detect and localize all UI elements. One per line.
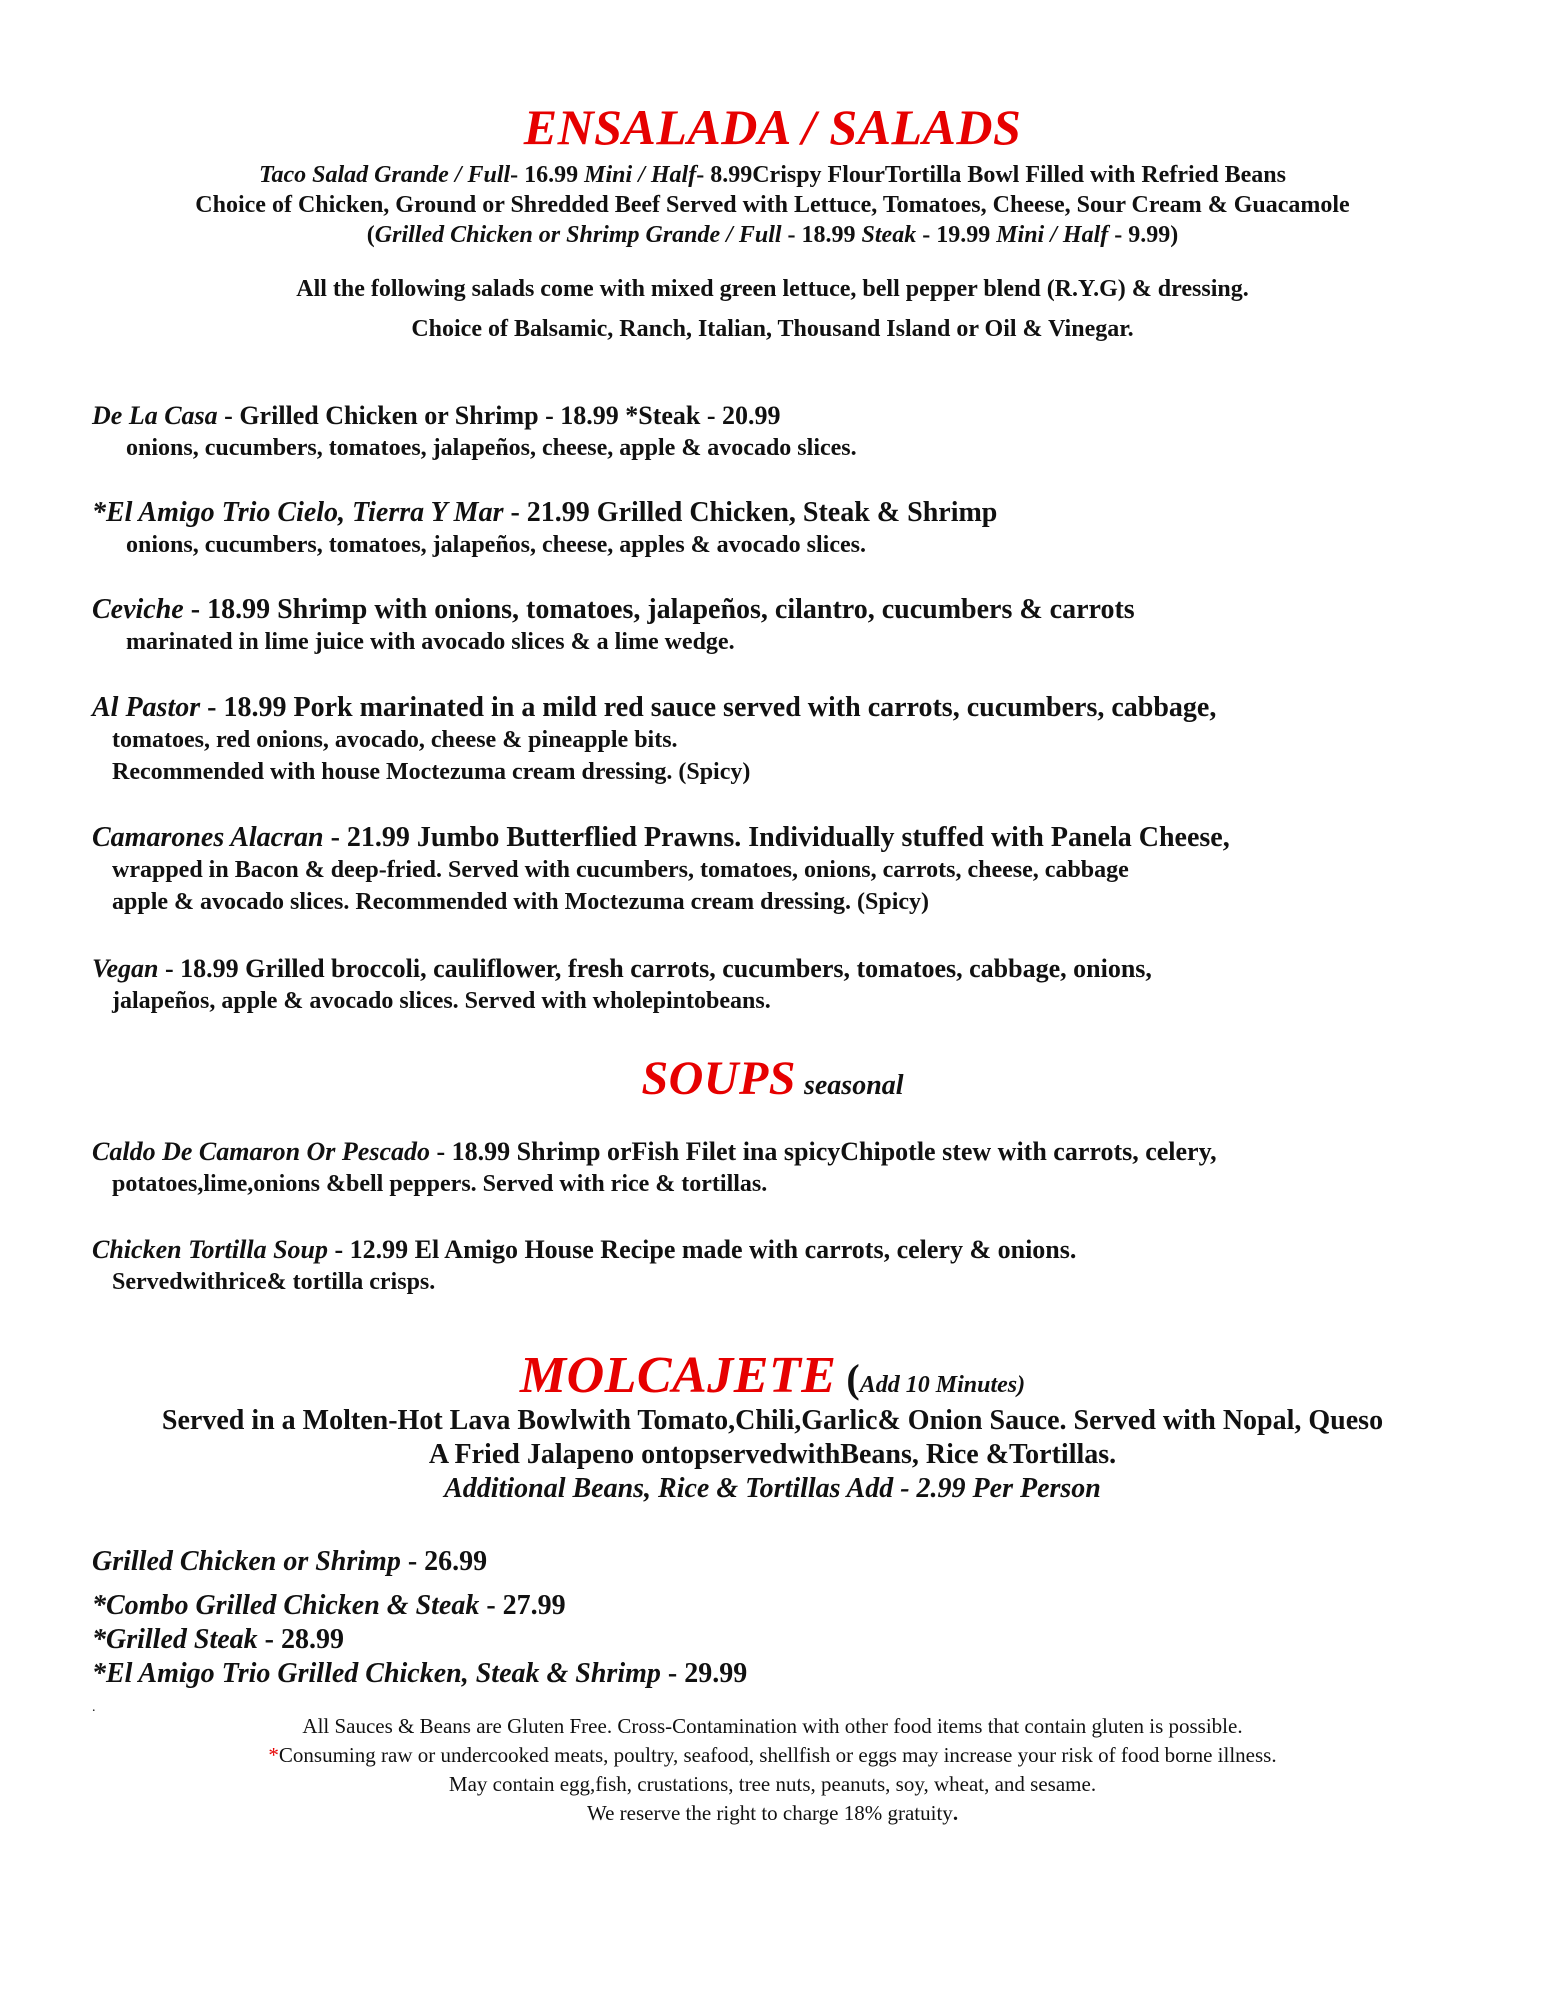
salads-section-title	[0, 99, 1545, 155]
item-head: - 21.99 Jumbo Butterflied Prawns. Individually stuffed with Panela Cheese,	[323, 822, 1230, 853]
item-name: De La Casa	[92, 401, 218, 430]
item-name: *Grilled Steak	[92, 1624, 258, 1655]
taco-mini-price: - 8.99	[696, 162, 753, 188]
taco-salad-line2: Choice of Chicken, Ground or Shredded Beef Served with Lettuce, Tomatoes, Cheese, Sour Cream & Guacamole	[195, 192, 1350, 218]
molcajete-item	[92, 1658, 747, 1690]
salad-item-al-pastor	[92, 692, 1472, 788]
item-head: - 18.99 Pork marinated in a mild red sauce served with carrots, cucumbers, cabbage,	[200, 692, 1217, 723]
taco-salad-name: Taco Salad Grande / Full	[259, 162, 511, 188]
item-name: Al Pastor	[92, 692, 201, 723]
molcajete-desc1: Served in a Molten-Hot Lava Bowlwith Tomato,Chili,Garlic& Onion Sauce. Served with Nopal, Queso	[161, 1405, 1384, 1436]
item-desc: apple & avocado slices. Recommended with Moctezuma cream dressing. (Spicy)	[112, 889, 930, 915]
taco-alt-label: Grilled Chicken or Shrimp Grande / Full	[374, 222, 782, 248]
footer-period: .	[952, 1801, 959, 1825]
item-price: - 27.99	[479, 1590, 566, 1621]
item-price: - 29.99	[660, 1658, 748, 1689]
item-desc: wrapped in Bacon & deep-fried. Served with cucumbers, tomatoes, onions, carrots, cheese, cabbage	[112, 857, 1129, 883]
item-desc: Servedwithrice& tortilla crisps.	[112, 1269, 436, 1295]
item-price: - 28.99	[257, 1624, 344, 1655]
footer-disclaimer	[0, 1712, 1545, 1828]
item-name: Chicken Tortilla Soup	[92, 1235, 328, 1264]
item-price: - 26.99	[400, 1546, 488, 1577]
taco-salad-line3	[0, 220, 1545, 250]
molcajete-desc2: A Fried Jalapeno ontopservedwithBeans, Rice &Tortillas.	[428, 1439, 1117, 1470]
item-head: - 18.99 Shrimp orFish Filet ina spicyChipotle stew with carrots, celery,	[430, 1137, 1217, 1166]
item-desc: Recommended with house Moctezuma cream dressing. (Spicy)	[112, 759, 751, 785]
molcajete-description	[0, 1404, 1545, 1506]
salad-note-line1: All the following salads come with mixed green lettuce, bell pepper blend (R.Y.G) & dressing.	[296, 276, 1249, 302]
item-desc: onions, cucumbers, tomatoes, jalapeños, cheese, apple & avocado slices.	[126, 435, 857, 461]
stray-dot: .	[92, 1700, 96, 1715]
molcajete-add-time: Add 10 Minutes	[859, 1372, 1018, 1398]
item-name: Ceviche	[92, 594, 184, 625]
footer-asterisk: *	[268, 1743, 279, 1767]
item-desc: onions, cucumbers, tomatoes, jalapeños, cheese, apples & avocado slices.	[126, 532, 866, 558]
molcajete-item	[92, 1546, 487, 1578]
taco-steak-price: - 19.99	[916, 222, 997, 248]
item-desc: marinated in lime juice with avocado slices & a lime wedge.	[126, 629, 735, 655]
item-name: *El Amigo Trio Grilled Chicken, Steak & Shrimp	[92, 1658, 661, 1689]
taco-salad-block	[0, 160, 1545, 250]
salad-item-ceviche	[92, 594, 1472, 658]
footer-line2-text: Consuming raw or undercooked meats, poultry, seafood, shellfish or eggs may increase your risk of food borne illness.	[278, 1743, 1277, 1767]
salad-note	[0, 269, 1545, 349]
item-head: - 18.99 Grilled broccoli, cauliflower, fresh carrots, cucumbers, tomatoes, cabbage, onions,	[158, 954, 1152, 983]
taco-open-paren: (	[366, 222, 375, 248]
footer-line4-text: We reserve the right to charge 18% gratuity	[586, 1801, 953, 1825]
footer-line3: May contain egg,fish, crustations, tree nuts, peanuts, soy, wheat, and sesame.	[448, 1772, 1097, 1796]
molcajete-paren-open: (	[836, 1356, 860, 1401]
soup-item-chicken-tortilla	[92, 1234, 1472, 1298]
item-name: *Combo Grilled Chicken & Steak	[92, 1590, 480, 1621]
molcajete-paren-close: )	[1017, 1372, 1026, 1398]
item-head: - 12.99 El Amigo House Recipe made with carrots, celery & onions.	[328, 1235, 1077, 1264]
taco-alt-price: - 18.99	[781, 222, 862, 248]
salad-item-camarones-alacran	[92, 822, 1472, 918]
molcajete-desc3: Additional Beans, Rice & Tortillas Add - 2.99 Per Person	[444, 1473, 1101, 1504]
item-name: Vegan	[92, 954, 159, 983]
footer-line2	[0, 1741, 1545, 1770]
salad-item-el-amigo-trio	[92, 497, 1472, 561]
salad-item-vegan	[92, 953, 1472, 1017]
footer-line1: All Sauces & Beans are Gluten Free. Cross-Contamination with other food items that contain gluten is possible.	[302, 1714, 1243, 1738]
item-desc: potatoes,lime,onions &bell peppers. Served with rice & tortillas.	[112, 1171, 768, 1197]
molcajete-title: MOLCAJETE	[519, 1347, 837, 1404]
taco-alt-mini-label: Mini / Half	[996, 222, 1109, 248]
item-desc: jalapeños, apple & avocado slices. Served with wholepintobeans.	[112, 988, 771, 1014]
item-name: *El Amigo Trio Cielo, Tierra Y Mar	[92, 497, 504, 528]
item-desc: tomatoes, red onions, avocado, cheese & pineapple bits.	[112, 727, 678, 753]
soups-section-title	[0, 1052, 1545, 1105]
soups-title: SOUPS	[641, 1052, 796, 1105]
soups-subtitle: seasonal	[803, 1070, 904, 1101]
molcajete-item	[92, 1590, 566, 1622]
taco-alt-mini-price: - 9.99)	[1108, 222, 1179, 248]
taco-desc1: Crispy FlourTortilla Bowl Filled with Refried Beans	[752, 162, 1286, 188]
item-head: - Grilled Chicken or Shrimp - 18.99 *Steak - 20.99	[217, 401, 781, 430]
taco-mini-label: Mini / Half	[584, 162, 697, 188]
molcajete-item	[92, 1624, 344, 1656]
item-name: Caldo De Camaron Or Pescado	[92, 1137, 430, 1166]
item-name: Camarones Alacran	[92, 822, 324, 853]
taco-salad-price: - 16.99	[510, 162, 585, 188]
item-head: - 18.99 Shrimp with onions, tomatoes, jalapeños, cilantro, cucumbers & carrots	[183, 594, 1135, 625]
soup-item-caldo	[92, 1136, 1472, 1200]
item-name: Grilled Chicken or Shrimp	[92, 1546, 401, 1577]
salad-item-de-la-casa	[92, 400, 1472, 464]
taco-steak-label: Steak	[861, 222, 917, 248]
item-head: - 21.99 Grilled Chicken, Steak & Shrimp	[503, 497, 998, 528]
footer-line4	[0, 1799, 1545, 1828]
taco-salad-line1	[0, 160, 1545, 190]
molcajete-section-title	[0, 1347, 1545, 1404]
salads-title: ENSALADA / SALADS	[523, 99, 1022, 155]
salad-note-line2: Choice of Balsamic, Ranch, Italian, Thousand Island or Oil & Vinegar.	[411, 316, 1134, 342]
